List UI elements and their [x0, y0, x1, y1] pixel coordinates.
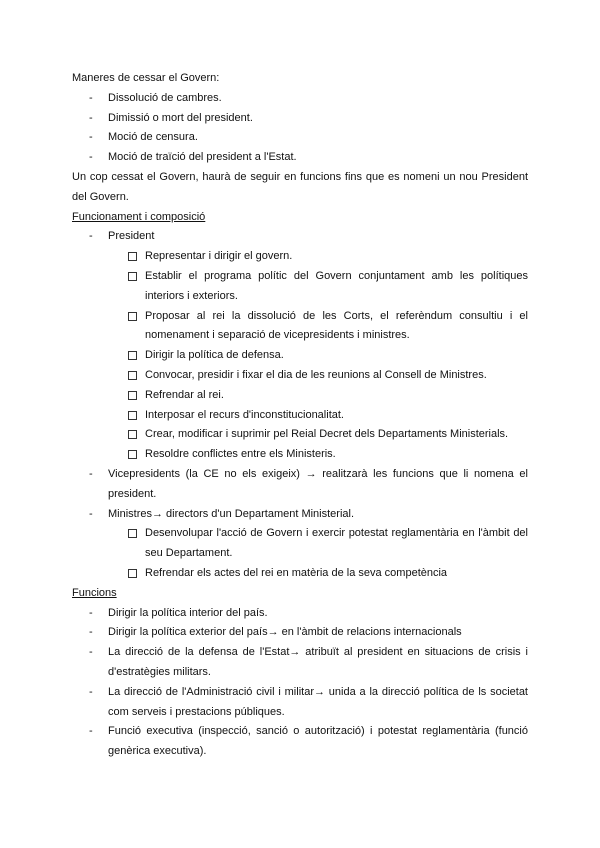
- list-item: - La direcció de la defensa de l'Estat→ atribuït al president en situacions de crisis i d'estratègies militars.: [72, 643, 528, 683]
- item-text: Refrendar al rei.: [145, 388, 224, 401]
- item-text: Crear, modificar i suprimir pel Reial Decret dels Departaments Ministerials.: [145, 428, 509, 441]
- checkbox-item: [72, 366, 528, 386]
- checkbox-item: [72, 445, 528, 465]
- document-page: [72, 69, 528, 762]
- checkbox-icon: [128, 391, 137, 400]
- checkbox-icon: [128, 252, 137, 261]
- checkbox-icon: [128, 312, 137, 321]
- paragraph: Un cop cessat el Govern, haurà de seguir en funcions fins que es nomeni un nou President del Govern.: [72, 170, 528, 203]
- list-item: - Ministres→ directors d'un Departament Ministerial.: [72, 505, 528, 525]
- checkbox-item: [72, 346, 528, 366]
- intro-text: Maneres de cessar el Govern:: [72, 72, 220, 84]
- section-heading: Funcionament i composició: [72, 210, 206, 223]
- checkbox-icon: [128, 529, 137, 538]
- item-text: Representar i dirigir el govern.: [145, 250, 293, 263]
- list-item: - Dissolució de cambres.: [72, 89, 528, 109]
- list-item: - La direcció de l'Administració civil i militar→ unida a la direcció política de ls societat com serveis i prestacions públiques.: [72, 683, 528, 723]
- item-text: Convocar, presidir i fixar el dia de les reunions al Consell de Ministres.: [145, 368, 487, 381]
- checkbox-item: [72, 425, 528, 445]
- checkbox-item: [72, 524, 528, 564]
- list-item: - Dirigir la política exterior del país→ en l'àmbit de relacions internacionals: [72, 623, 528, 643]
- item-text: Establir el programa polític del Govern conjuntament amb les polítiques interiors i exteriors.: [145, 269, 528, 302]
- checkbox-icon: [128, 569, 137, 578]
- list-item: - Dirigir la política interior del país.: [72, 604, 528, 624]
- item-text: Dirigir la política de defensa.: [145, 349, 284, 362]
- checkbox-icon: [128, 351, 137, 360]
- item-text: Interposar el recurs d'inconstitucionalitat.: [145, 408, 344, 421]
- list-item: - Moció de censura.: [72, 128, 528, 148]
- item-text: Refrendar els actes del rei en matèria de la seva competència: [145, 566, 448, 579]
- list-item: - Funció executiva (inspecció, sanció o autorització) i potestat reglamentària (funció genèrica executiva).: [72, 722, 528, 762]
- list-item: - Vicepresidents (la CE no els exigeix) → realitzarà les funcions que li nomena el president.: [72, 465, 528, 505]
- list-item: - President: [72, 227, 528, 247]
- checkbox-item: [72, 307, 528, 347]
- checkbox-item: [72, 406, 528, 426]
- checkbox-icon: [128, 371, 137, 380]
- checkbox-icon: [128, 272, 137, 281]
- checkbox-item: [72, 247, 528, 267]
- checkbox-icon: [128, 450, 137, 459]
- item-text: Desenvolupar l'acció de Govern i exercir potestat reglamentària en l'àmbit del seu Departament.: [145, 527, 528, 560]
- checkbox-icon: [128, 411, 137, 420]
- list-item: - Moció de traïció del president a l'Estat.: [72, 148, 528, 168]
- item-text: Resoldre conflictes entre els Ministeris.: [145, 448, 336, 461]
- checkbox-item: [72, 564, 528, 584]
- list-item: - Dimissió o mort del president.: [72, 109, 528, 129]
- checkbox-item: [72, 386, 528, 406]
- checkbox-icon: [128, 430, 137, 439]
- checkbox-item: [72, 267, 528, 307]
- section-heading: Funcions: [72, 586, 117, 599]
- item-text: Proposar al rei la dissolució de les Corts, el referèndum consultiu i el nomenament i separació de vicepresidents i ministres.: [145, 309, 528, 342]
